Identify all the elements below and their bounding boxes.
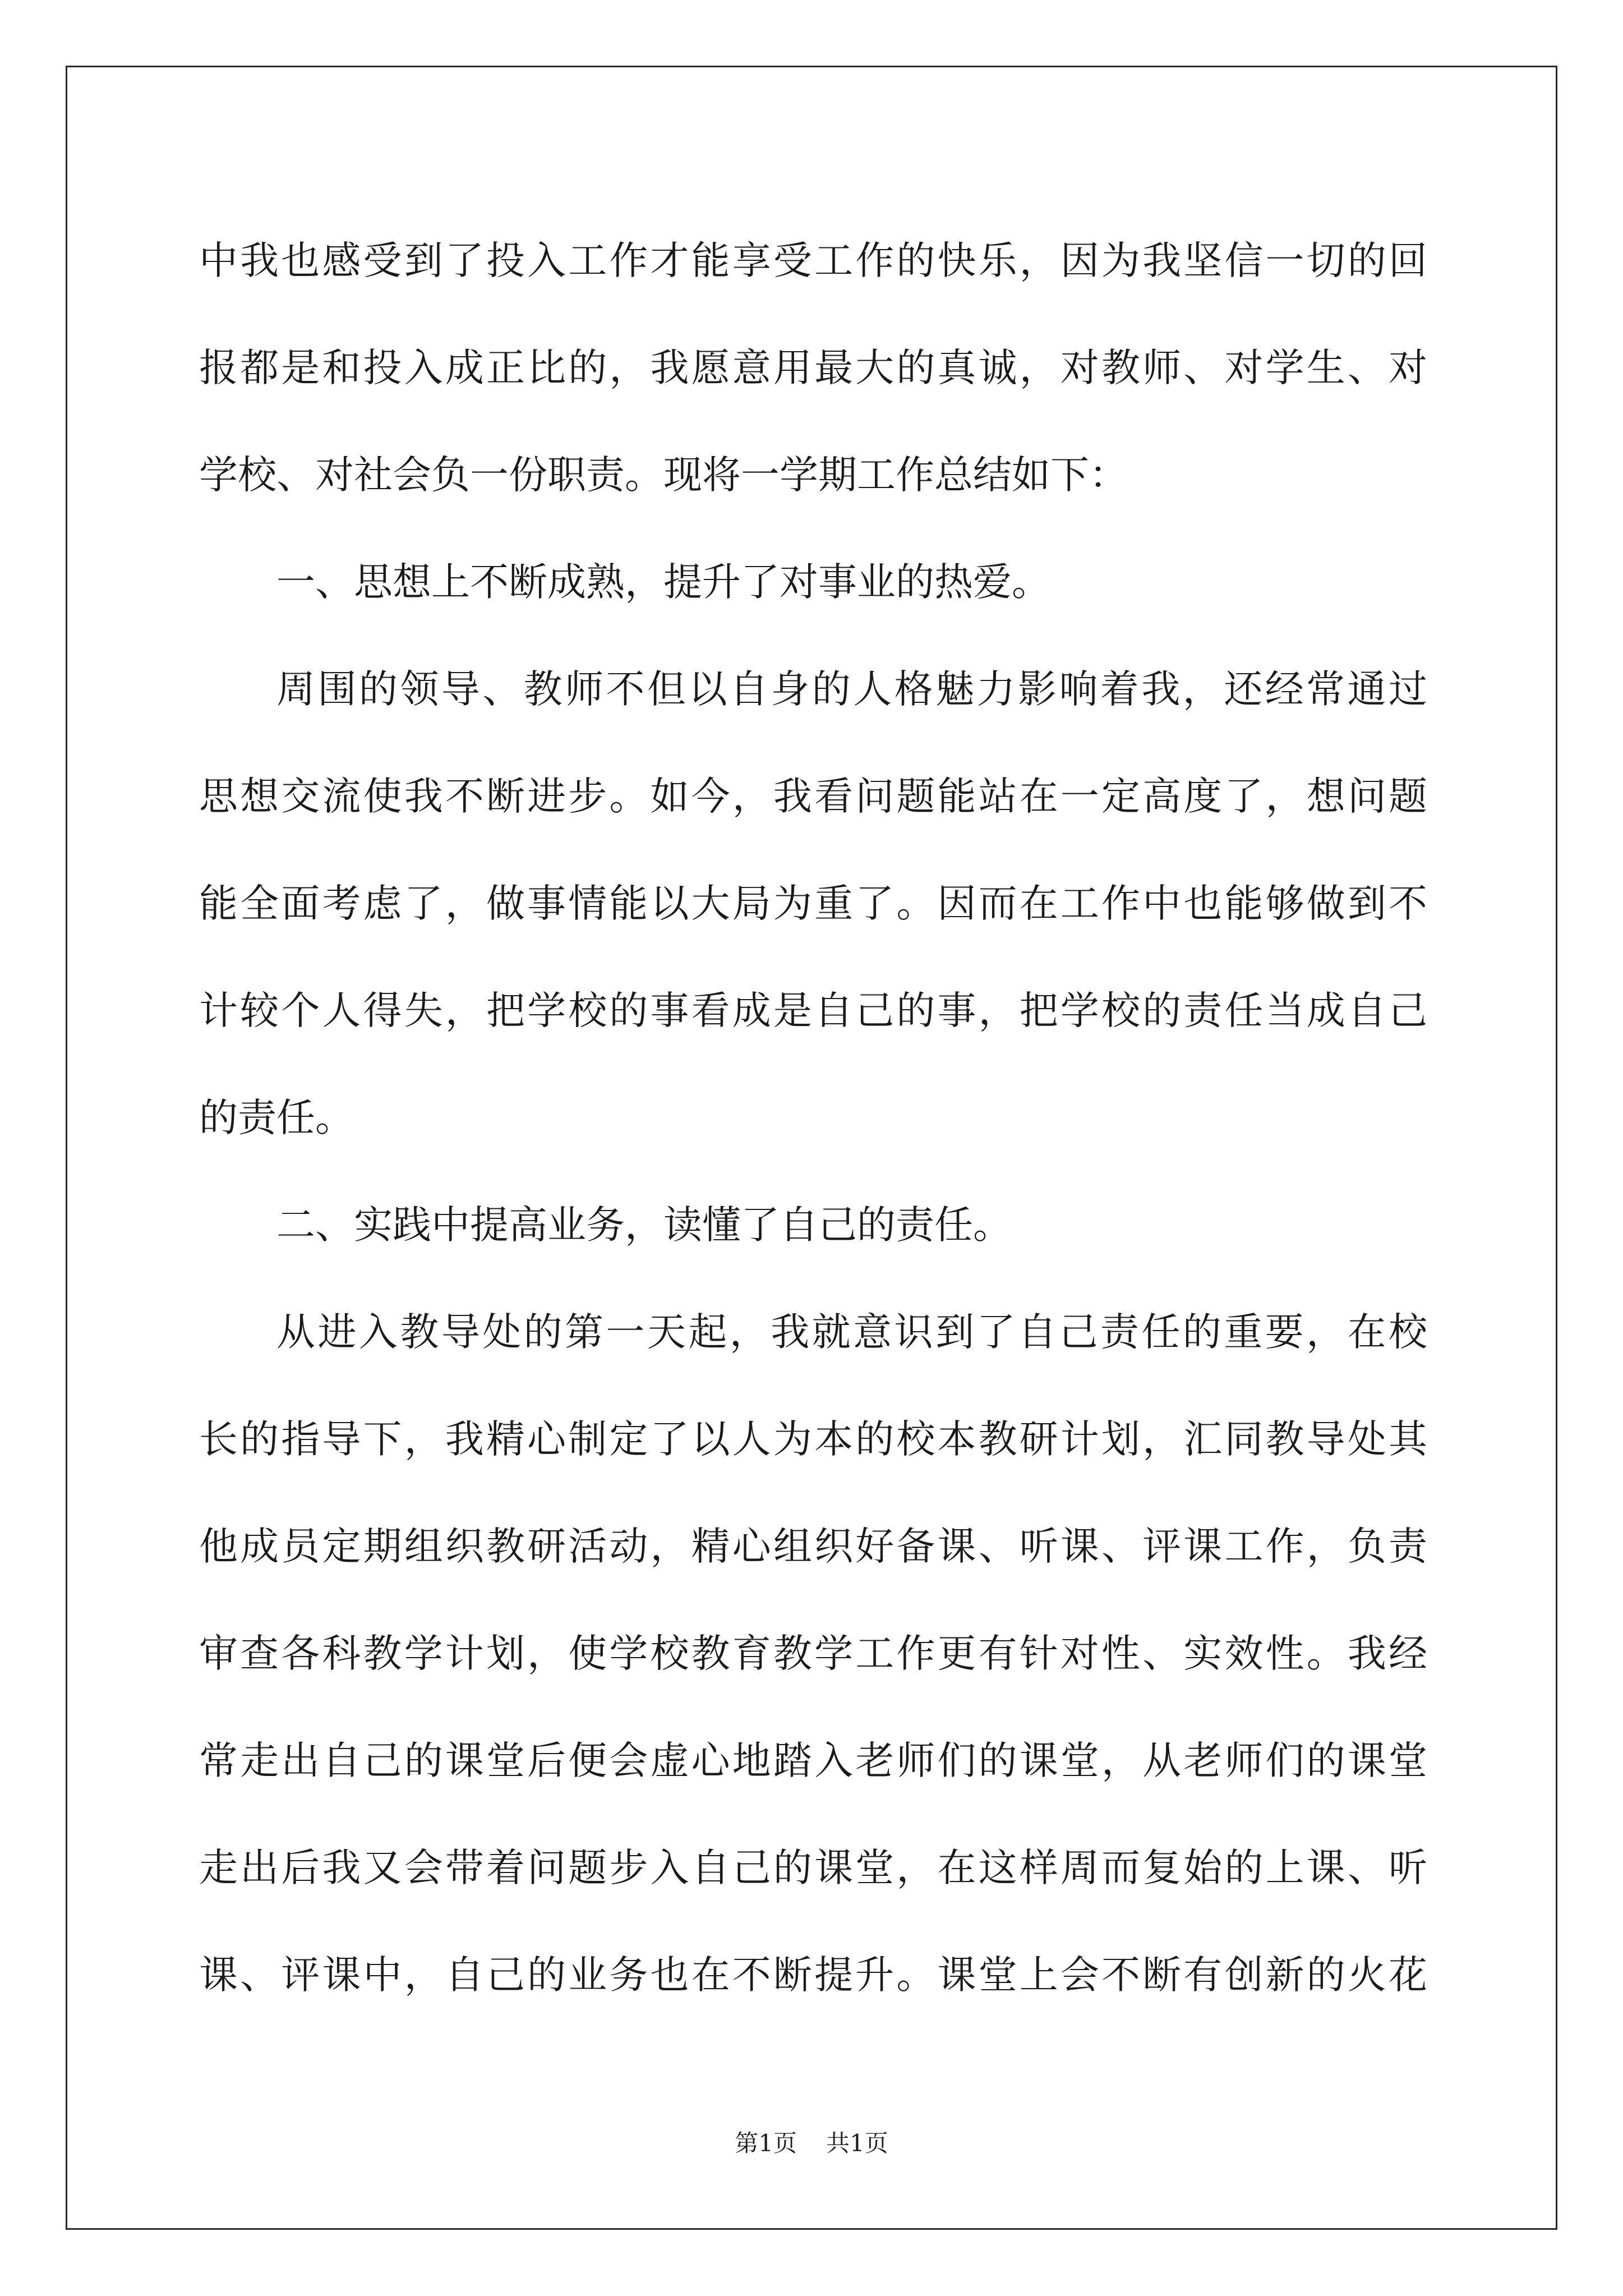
text-line: 走出后我又会带着问题步入自己的课堂，在这样周而复始的上课、听 (199, 1846, 1427, 1890)
text-line: 课、评课中，自己的业务也在不断提升。课堂上会不断有创新的火花 (199, 1953, 1427, 1998)
text-line: 报都是和投入成正比的，我愿意用最大的真诚，对教师、对学生、对 (199, 346, 1427, 390)
text-line: 周围的领导、教师不但以自身的人格魅力影响着我，还经常通过 (276, 667, 1427, 712)
text-line: 思想交流使我不断进步。如今，我看问题能站在一定高度了，想问题 (199, 774, 1427, 819)
text-line: 从进入教导处的第一天起，我就意识到了自己责任的重要，在校 (276, 1310, 1427, 1355)
text-line: 的责任。 (199, 1096, 354, 1140)
text-line: 他成员定期组织教研活动，精心组织好备课、听课、评课工作，负责 (199, 1524, 1427, 1569)
text-line: 中我也感受到了投入工作才能享受工作的快乐，因为我坚信一切的回 (199, 238, 1427, 283)
page-number-total: 共1页 (826, 2129, 888, 2157)
text-line: 计较个人得失，把学校的事看成是自己的事，把学校的责任当成自己 (199, 988, 1427, 1033)
text-line: 能全面考虑了，做事情能以大局为重了。因而在工作中也能够做到不 (199, 881, 1427, 926)
section-heading: 一、思想上不断成熟，提升了对事业的热爱。 (276, 560, 1050, 605)
page-number-current: 第1页 (735, 2129, 797, 2157)
text-line: 长的指导下，我精心制定了以人为本的校本教研计划，汇同教导处其 (199, 1417, 1427, 1462)
text-line: 常走出自己的课堂后便会虚心地踏入老师们的课堂，从老师们的课堂 (199, 1738, 1427, 1783)
page-footer (0, 2125, 1623, 2159)
document-body (199, 208, 1427, 2029)
section-heading: 二、实践中提高业务，读懂了自己的责任。 (276, 1203, 1012, 1248)
text-line: 学校、对社会负一份职责。现将一学期工作总结如下： (199, 453, 1128, 498)
text-line: 审查各科教学计划，使学校教育教学工作更有针对性、实效性。我经 (199, 1631, 1427, 1676)
